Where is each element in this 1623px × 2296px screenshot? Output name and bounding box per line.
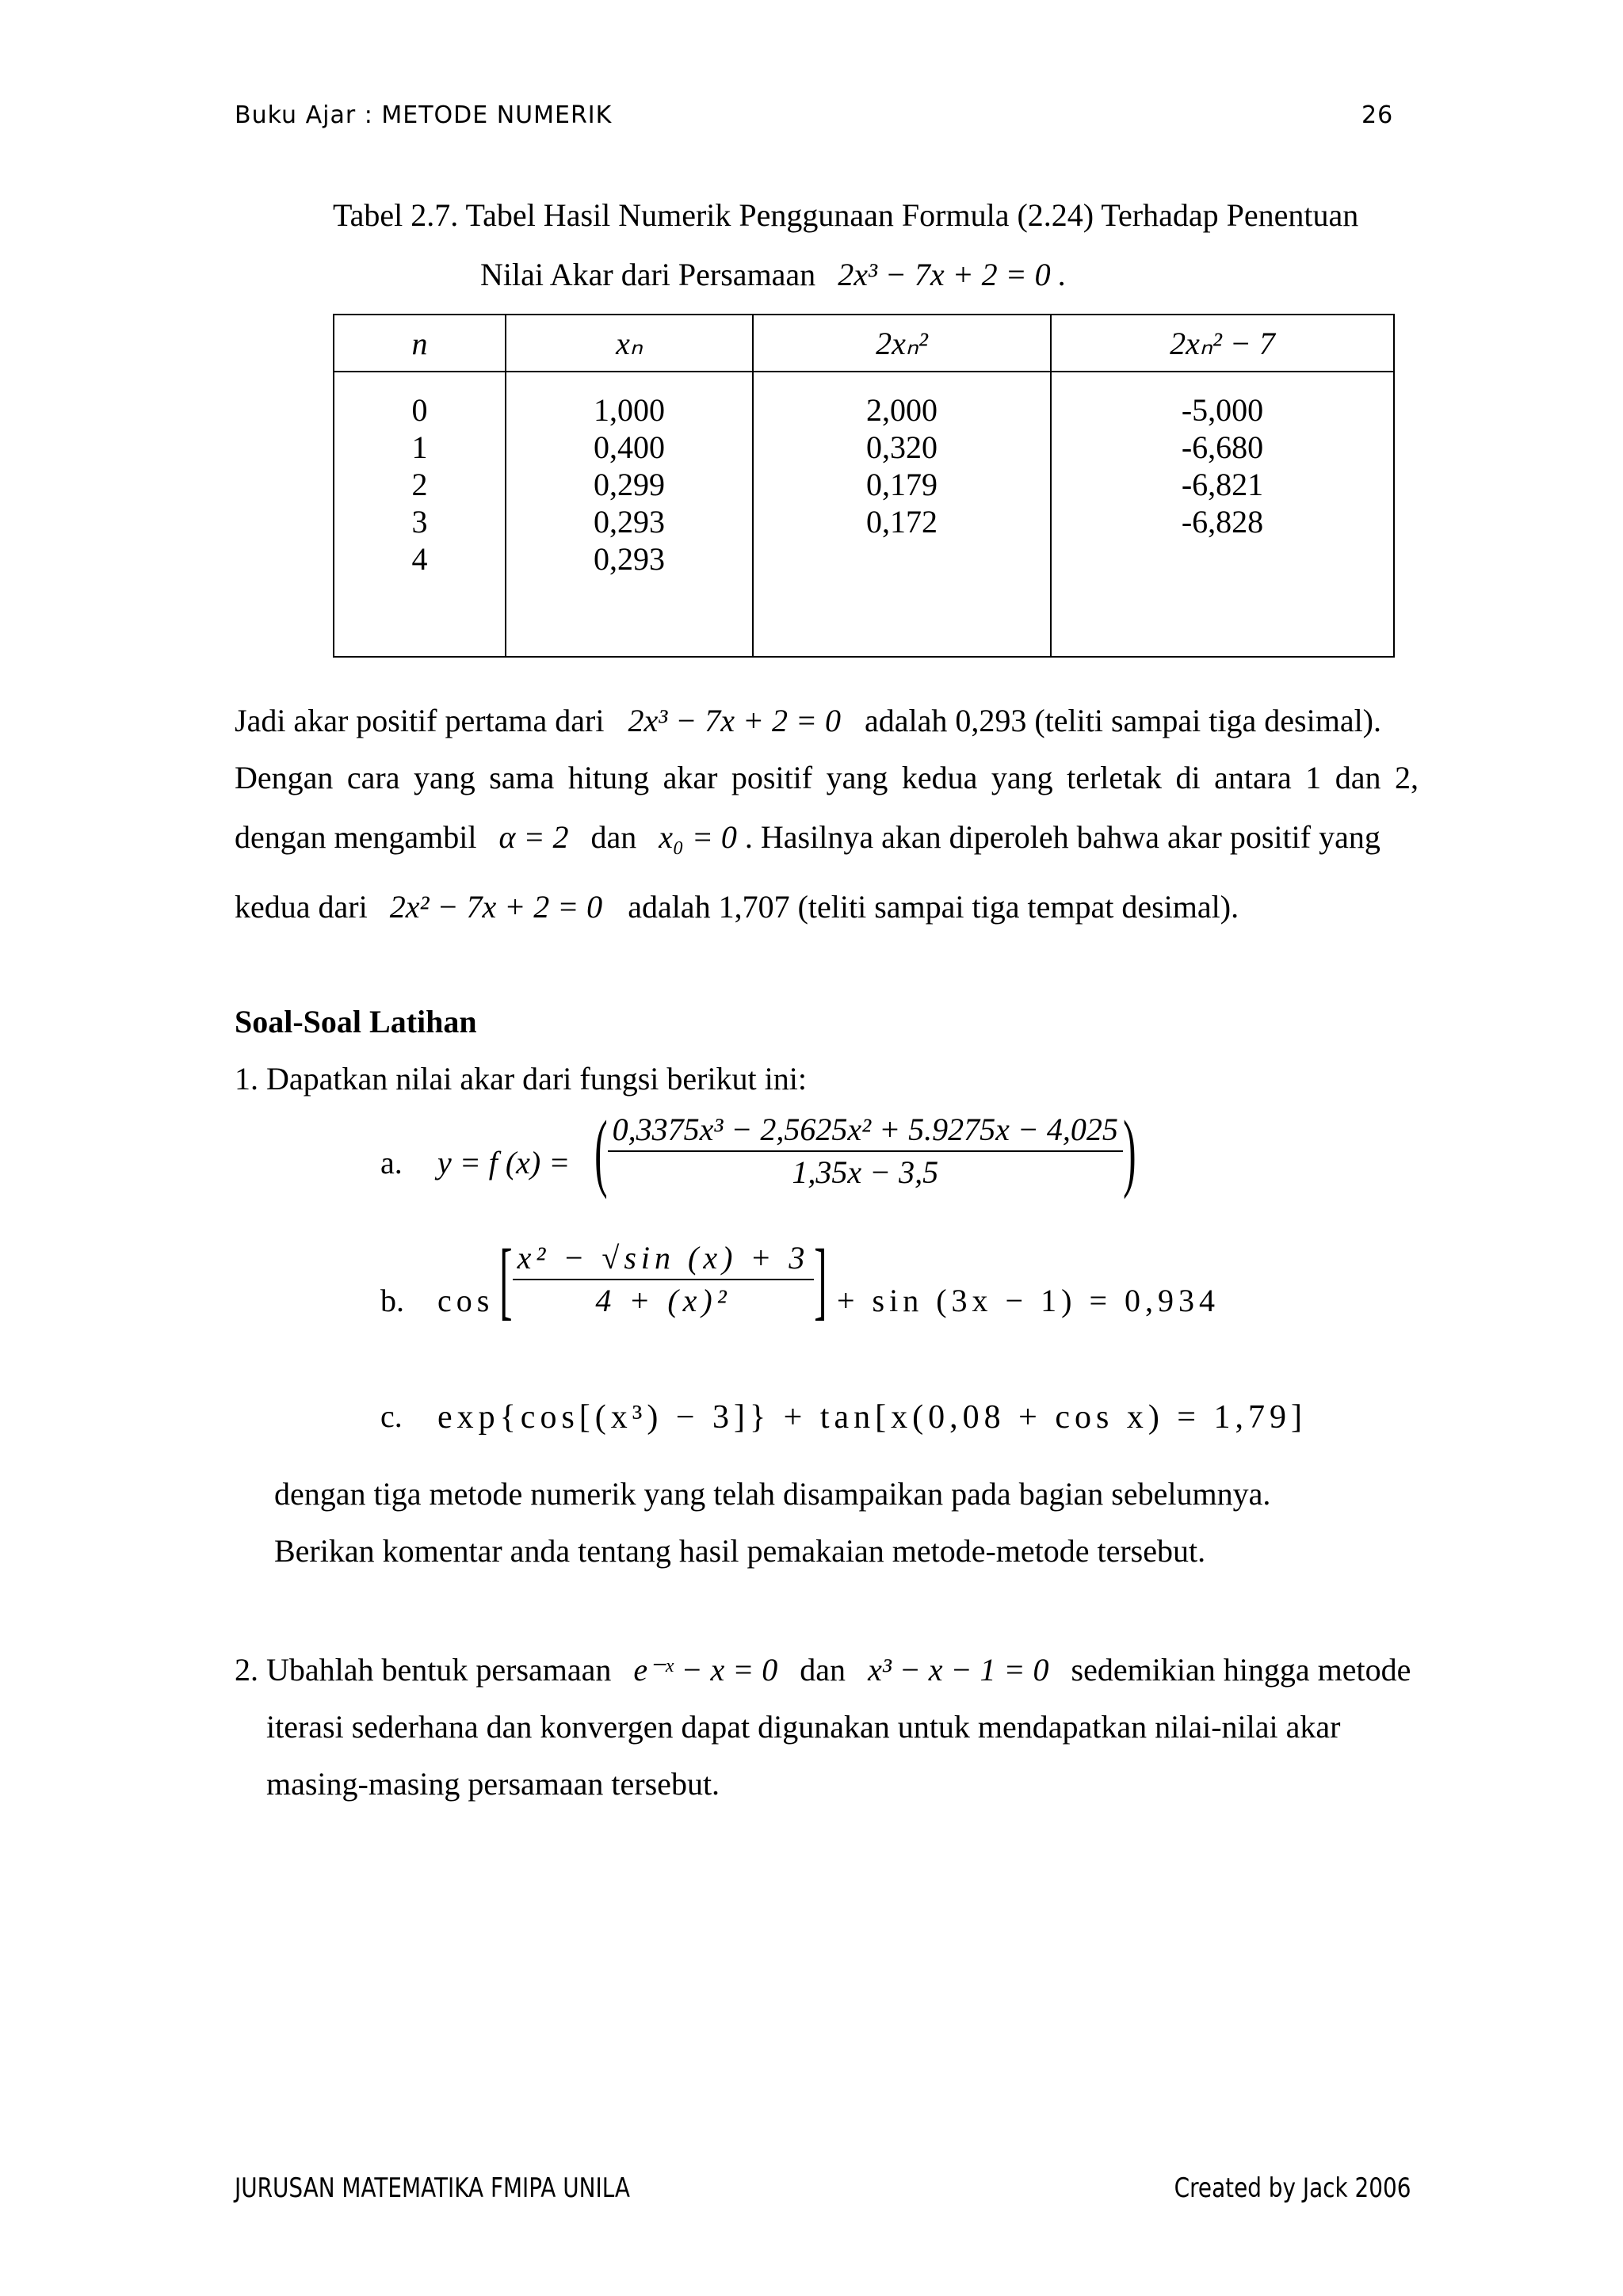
question-1: 1. Dapatkan nilai akar dari fungsi berikut ini: [235, 1061, 808, 1097]
footer-right: Created by Jack 2006 [1174, 2172, 1411, 2204]
text: . Hasilnya akan diperoleh bahwa akar positif yang [744, 819, 1381, 855]
cell: -6,680 [1181, 429, 1264, 465]
question-2-line-1 [235, 1654, 1411, 1686]
paragraph-line-3 [235, 819, 1381, 855]
paragraph-line-4 [235, 891, 1239, 923]
cell: -6,828 [1181, 504, 1264, 540]
equation-2: x³ − x − 1 = 0 [868, 1652, 1049, 1688]
question-2-line-3: masing-masing persamaan tersebut. [266, 1766, 720, 1802]
cell: 0 [411, 392, 428, 428]
column-xn [506, 372, 753, 657]
exercises-title: Soal-Soal Latihan [235, 1004, 477, 1039]
caption-equation: 2x³ − 7x + 2 = 0 . [838, 257, 1067, 292]
question-1-tail-2: Berikan komentar anda tentang hasil pemakaian metode-metode tersebut. [274, 1533, 1206, 1569]
running-header: Buku Ajar : METODE NUMERIK [235, 101, 613, 129]
numerator: x² − √sin (x) + 3 [513, 1242, 815, 1280]
cell: 2,000 [866, 392, 938, 428]
equation: 2x³ − 7x + 2 = 0 [628, 703, 841, 738]
results-table [333, 314, 1395, 658]
cell: -6,821 [1181, 467, 1264, 502]
header-2xn2-minus-7: 2xₙ² − 7 [1051, 315, 1394, 372]
bracket-right: ] [814, 1231, 827, 1328]
item-a-lhs: y = f (x) = [437, 1145, 571, 1180]
column-2xn2 [753, 372, 1051, 657]
paren-left: ( [594, 1103, 608, 1199]
cell: 3 [411, 504, 428, 540]
column-n [334, 372, 506, 657]
paren-right: ) [1122, 1103, 1136, 1199]
paragraph-line-1 [235, 705, 1381, 737]
item-c-equation: exp{cos[(x³) − 3]} + tan[x(0,08 + cos x) = 1,79] [437, 1399, 1307, 1436]
cell: 2 [411, 467, 428, 502]
equation-alpha: α = 2 [498, 819, 569, 855]
text: dengan mengambil [235, 819, 477, 855]
equation: 2x² − 7x + 2 = 0 [389, 889, 603, 925]
table-caption-line2 [480, 259, 1067, 291]
text: 2. Ubahlah bentuk persamaan [235, 1652, 612, 1688]
fraction [608, 1114, 1123, 1188]
bracket-left: [ [499, 1231, 513, 1328]
equation-x0: x₀ = 0 [659, 819, 737, 855]
cell: 0,179 [866, 467, 938, 502]
text: Jadi akar positif pertama dari [235, 703, 605, 738]
caption-text: Nilai Akar dari Persamaan [480, 257, 816, 292]
cell: 4 [411, 541, 428, 577]
paragraph-line-2: Dengan cara yang sama hitung akar positif yang kedua yang terletak di antara 1 dan 2, [235, 760, 1419, 795]
question-1-tail-1: dengan tiga metode numerik yang telah disampaikan pada bagian sebelumnya. [274, 1476, 1271, 1512]
question-2-line-2: iterasi sederhana dan konvergen dapat digunakan untuk mendapatkan nilai-nilai akar [266, 1709, 1341, 1745]
item-a-fraction [586, 1103, 1144, 1199]
text: sedemikian hingga metode [1071, 1652, 1411, 1688]
cell: 0,293 [594, 504, 665, 540]
item-a-label: a. [380, 1145, 403, 1180]
table-header-row [334, 315, 1394, 372]
table-row [334, 372, 1394, 657]
item-c-label: c. [380, 1398, 403, 1434]
item-b-fraction [491, 1231, 835, 1328]
table-caption: Tabel 2.7. Tabel Hasil Numerik Penggunaan Formula (2.24) Terhadap Penentuan [333, 197, 1359, 233]
cell: 0,299 [594, 467, 665, 502]
text: dan [800, 1652, 846, 1688]
item-b-rest: + sin (3x − 1) = 0,934 [837, 1283, 1220, 1318]
denominator: 1,35x − 3,5 [792, 1154, 939, 1190]
cell: 1 [411, 429, 428, 465]
text: adalah 1,707 (teliti sampai tiga tempat desimal). [628, 889, 1239, 925]
cell: -5,000 [1181, 392, 1264, 428]
header-n: n [334, 315, 506, 372]
item-b-cos: cos [437, 1283, 495, 1318]
text: kedua dari [235, 889, 368, 925]
fraction [513, 1242, 815, 1317]
column-2xn2-minus-7 [1051, 372, 1394, 657]
text: dan [590, 819, 637, 855]
cell: 1,000 [594, 392, 665, 428]
equation-1: e⁻ˣ − x = 0 [633, 1652, 778, 1688]
text: adalah 0,293 (teliti sampai tiga desimal). [864, 703, 1381, 738]
header-xn: xₙ [506, 315, 753, 372]
cell: 0,400 [594, 429, 665, 465]
numerator: 0,3375x³ − 2,5625x² + 5.9275x − 4,025 [608, 1114, 1123, 1152]
item-b-label: b. [380, 1283, 404, 1318]
header-2xn2: 2xₙ² [753, 315, 1051, 372]
footer-left: JURUSAN MATEMATIKA FMIPA UNILA [235, 2172, 630, 2204]
cell: 0,320 [866, 429, 938, 465]
page-number: 26 [1361, 101, 1394, 129]
cell: 0,293 [594, 541, 665, 577]
cell: 0,172 [866, 504, 938, 540]
denominator: 4 + (x)² [595, 1283, 731, 1318]
